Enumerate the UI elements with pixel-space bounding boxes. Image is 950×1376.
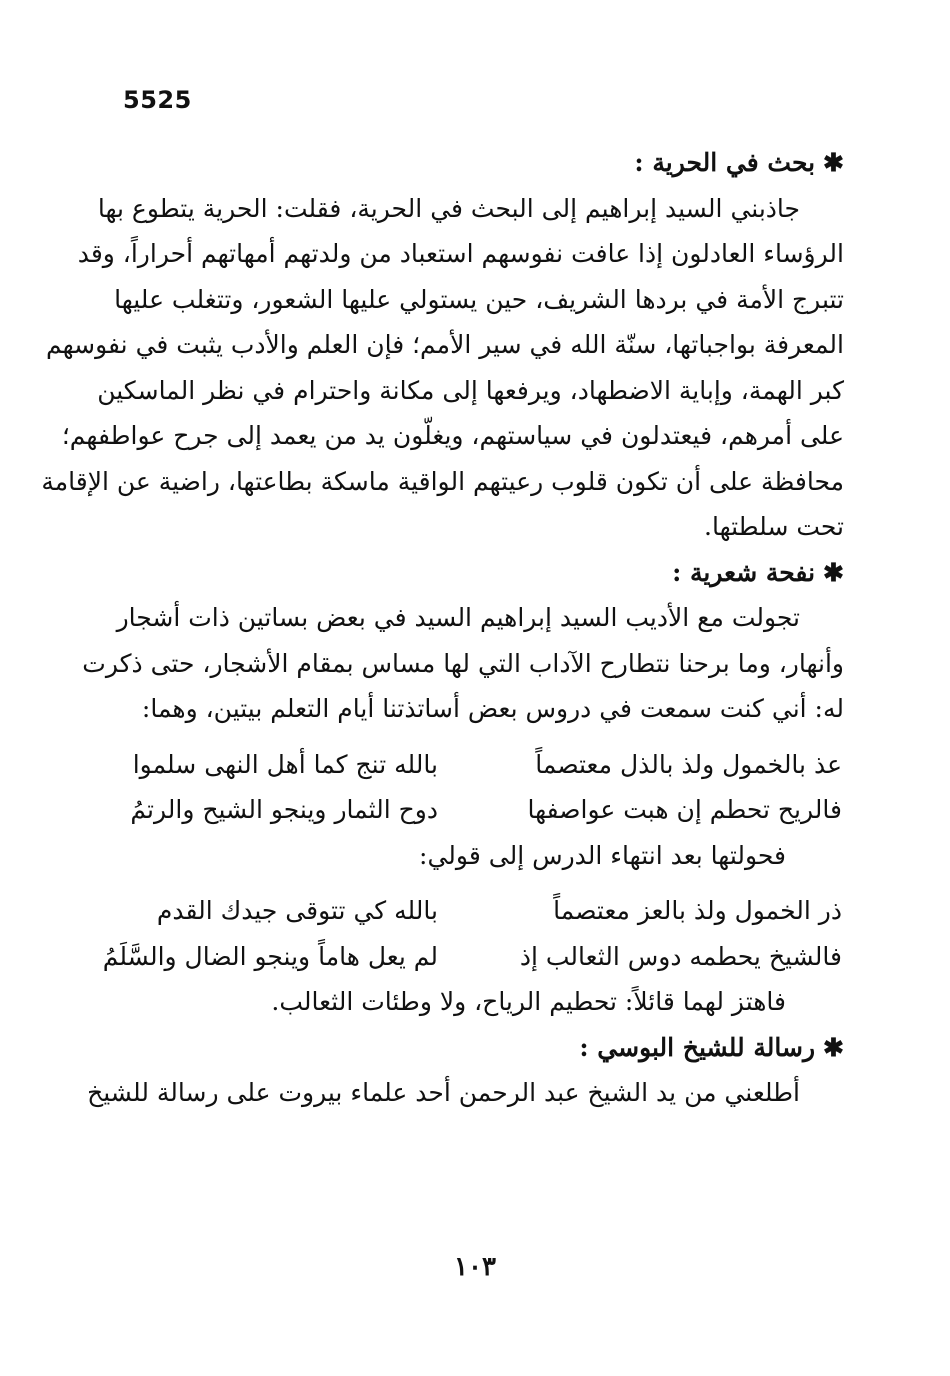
verse-first-hemistich: عذ بالخمول ولذ بالذل معتصماً	[535, 749, 842, 779]
text-line: تجولت مع الأديب السيد إبراهيم السيد في بعض بساتين ذات أشجار	[116, 603, 800, 632]
section-heading-text: نفحة شعرية :	[672, 557, 816, 587]
verse-line	[128, 742, 844, 788]
verse-first-hemistich: فالريح تحطم إن هبت عواصفها	[527, 795, 842, 824]
verse-line	[128, 787, 844, 833]
text-line: وأنهار، وما برحنا نتطارح الآداب التي لها مساس بمقام الأشجار، حتى ذكرت	[82, 648, 844, 678]
text-line: على أمرهم، فيعتدلون في سياستهم، ويغلّون يد من يعمد إلى جرح عواطفهم؛	[61, 421, 844, 450]
text-line: جاذبني السيد إبراهيم إلى البحث في الحرية، فقلت: الحرية يتطوع بها	[97, 193, 800, 223]
text-line: فاهتز لهما قائلاً: تحطيم الرياح، ولا وطئات الثعالب.	[271, 987, 786, 1016]
text-line: الرؤساء العادلون إذا عافت نفوسهم استعباد من ولدتهم أمهاتهم أحراراً، وقد	[77, 239, 844, 268]
verse-line	[128, 888, 844, 934]
page-number-top: 5525	[123, 86, 192, 114]
section-heading-text: رسالة للشيخ البوسي :	[579, 1032, 816, 1062]
paragraph-freedom	[41, 186, 844, 550]
paragraph-letter	[87, 1070, 844, 1116]
section-heading-poetry	[128, 550, 844, 596]
star-icon: ✱	[823, 1032, 844, 1062]
page-body	[41, 140, 844, 1116]
star-icon: ✱	[823, 557, 844, 587]
page-number-bottom: ١٠٣	[454, 1252, 496, 1282]
verses-original	[128, 742, 844, 833]
text-line: أطلعني من يد الشيخ عبد الرحمن أحد علماء بيروت على رسالة للشيخ	[87, 1078, 800, 1107]
text-line: تتبرج الأمة في بردها الشريف، حين يستولي عليها الشعور، وتتغلب عليها	[114, 284, 844, 314]
verse-first-hemistich: فالشيخ يحطمه دوس الثعالب إذ	[519, 941, 842, 971]
verse-first-hemistich: ذر الخمول ولذ بالعز معتصماً	[553, 896, 842, 925]
verse-second-hemistich: لم يعل هاماً وينجو الضال والسَّلَمُ	[102, 941, 438, 971]
verse-second-hemistich: دوح الثمار وينجو الشيح والرتمُ	[130, 795, 438, 824]
verses-revised	[102, 888, 844, 979]
text-line: تحت سلطتها.	[704, 512, 844, 541]
verse-second-hemistich: بالله تنج كما أهل النهى سلموا	[132, 749, 438, 779]
text-line: المعرفة بواجباتها، سنّة الله في سير الأمم؛ فإن العلم والأدب يثبت في نفوسهم	[46, 330, 844, 359]
verse-line	[102, 934, 844, 980]
section-heading-freedom	[128, 140, 844, 186]
text-line: له: أني كنت سمعت في دروس بعض أساتذتنا أيام التعلم بيتين، وهما:	[141, 694, 844, 723]
verse-second-hemistich: بالله كي تتوقى جيدك القدم	[156, 896, 438, 925]
text-line: كبر الهمة، وإباية الاضطهاد، ويرفعها إلى مكانة واحترام في نظر الماسكين	[97, 375, 844, 405]
section-heading-text: بحث في الحرية :	[634, 148, 816, 177]
paragraph-poetry-intro	[82, 595, 844, 732]
section-heading-letter	[128, 1025, 844, 1071]
text-line: فحولتها بعد انتهاء الدرس إلى قولي:	[419, 840, 786, 870]
star-icon: ✱	[823, 148, 844, 177]
text-line: محافظة على أن تكون قلوب رعيتهم الواقية ماسكة بطاعتها، راضية عن الإقامة	[41, 466, 844, 496]
